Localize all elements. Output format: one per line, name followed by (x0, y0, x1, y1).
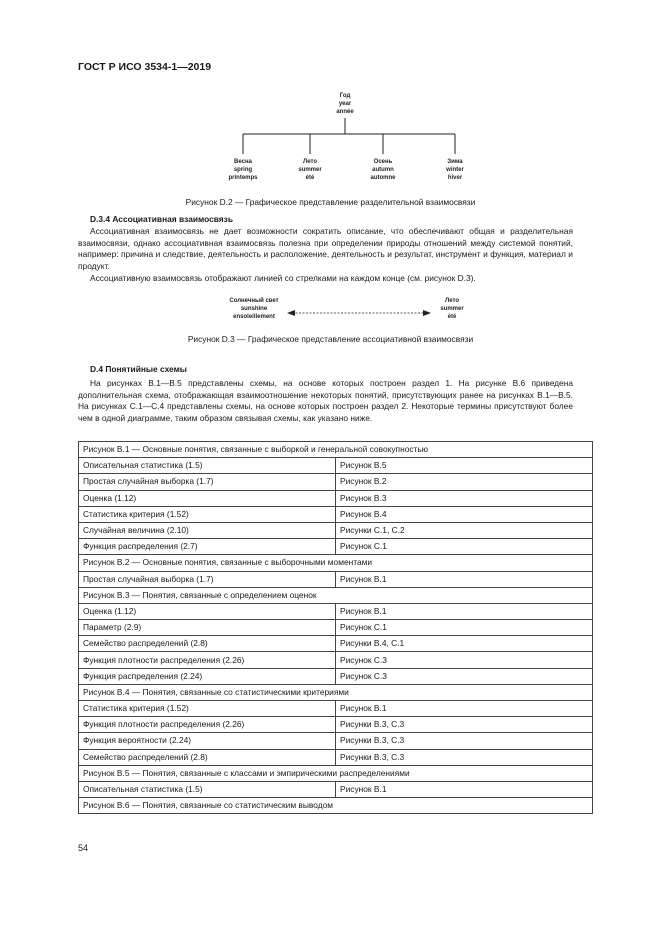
reference-cell: Рисунок C.1 (336, 620, 593, 636)
paragraph: На рисунках B.1—B.5 представлены схемы, на основе которых построен раздел 1. На рисунке B.6 приведена дополнительная схема, отображающая взаимоотношение некоторых понятий, присутствующих ранее на рисунках B.1—B.5. На рисунках C.1—C.4 представлены схемы, на основе которых построен раздел 2. Некоторые термины присутствуют более чем в одной диаграмме, таким образом связывая схемы, как указано ниже. (78, 378, 573, 423)
table-row (79, 474, 593, 490)
assoc-right-node: Лето summer été (440, 298, 464, 320)
tree-leaf-node: Осень autumn automne (370, 159, 396, 181)
table-row (79, 490, 593, 506)
table-row (79, 620, 593, 636)
group-title-cell: Рисунок B.5 — Понятия, связанные с классами и эмпирическими распределениями (79, 765, 593, 781)
double-arrow-icon (0, 0, 661, 330)
table-row (79, 701, 593, 717)
paragraph: Ассоциативная взаимосвязь не дает возможности сократить описание, что обеспечивают общая и разделительная взаимосвязи, однако ассоциативная взаимосвязь полезна при определении природы отношений между системой понятий, например: причина и следствие, деятельность и расположение, деятельность и результат, инструмент и функция, материал и продукт. (78, 226, 573, 271)
group-title-cell: Рисунок B.3 — Понятия, связанные с определением оценок (79, 587, 593, 603)
reference-cell: Рисунки C.1, C.2 (336, 522, 593, 538)
reference-cell: Рисунок B.4 (336, 506, 593, 522)
table-row (79, 717, 593, 733)
group-title-cell: Рисунок B.2 — Основные понятия, связанные с выборочными моментами (79, 555, 593, 571)
reference-cell: Рисунки B.3, C.3 (336, 733, 593, 749)
term-cell: Функция плотности распределения (2.26) (79, 652, 336, 668)
reference-cell: Рисунки B.3, C.3 (336, 717, 593, 733)
reference-cell: Рисунок C.3 (336, 652, 593, 668)
table-row (79, 603, 593, 619)
table-row (79, 571, 593, 587)
figure-caption: Рисунок D.2 — Графическое представление разделительной взаимосвязи (185, 197, 476, 207)
group-title-cell: Рисунок B.4 — Понятия, связанные со статистическими критериями (79, 684, 593, 700)
term-cell: Простая случайная выборка (1.7) (79, 571, 336, 587)
term-cell: Семейство распределений (2.8) (79, 749, 336, 765)
reference-cell: Рисунок B.1 (336, 571, 593, 587)
table-row (79, 458, 593, 474)
reference-cell: Рисунок B.2 (336, 474, 593, 490)
term-cell: Параметр (2.9) (79, 620, 336, 636)
section-heading: D.4 Понятийные схемы (90, 364, 187, 374)
reference-cell: Рисунок B.1 (336, 603, 593, 619)
document-header: ГОСТ Р ИСО 3534-1—2019 (78, 61, 212, 73)
term-cell: Функция вероятности (2.24) (79, 733, 336, 749)
term-cell: Простая случайная выборка (1.7) (79, 474, 336, 490)
table-group-row (79, 555, 593, 571)
section-heading: D.3.4 Ассоциативная взаимосвязь (90, 214, 233, 224)
tree-leaf-node: Зима winter hiver (446, 159, 464, 181)
tree-leaf-node: Весна spring printemps (228, 159, 258, 181)
table-group-row (79, 684, 593, 700)
table-row (79, 522, 593, 538)
table-row (79, 506, 593, 522)
reference-cell: Рисунок B.1 (336, 781, 593, 797)
term-cell: Описательная статистика (1.5) (79, 458, 336, 474)
reference-cell: Рисунок C.1 (336, 539, 593, 555)
paragraph: Ассоциативную взаимосвязь отображают линией со стрелками на каждом конце (см. рисунок D.3). (90, 273, 476, 283)
page-number: 54 (78, 843, 89, 853)
figure-caption: Рисунок D.3 — Графическое представление ассоциативной взаимосвязи (187, 334, 474, 344)
table-row (79, 749, 593, 765)
term-cell: Статистика критерия (1.52) (79, 506, 336, 522)
term-cell: Семейство распределений (2.8) (79, 636, 336, 652)
term-cell: Статистика критерия (1.52) (79, 701, 336, 717)
assoc-left-node: Солнечный свет sunshine ensoleillement (229, 298, 279, 320)
reference-cell: Рисунки B.3, C.3 (336, 749, 593, 765)
reference-cell: Рисунок B.1 (336, 701, 593, 717)
term-cell: Функция плотности распределения (2.26) (79, 717, 336, 733)
reference-cell: Рисунок B.5 (336, 458, 593, 474)
term-cell: Случайная величина (2.10) (79, 522, 336, 538)
table-row (79, 652, 593, 668)
reference-cell: Рисунок B.3 (336, 490, 593, 506)
table-row (79, 668, 593, 684)
term-cell: Функция распределения (2.24) (79, 668, 336, 684)
group-title-cell: Рисунок B.1 — Основные понятия, связанные с выборкой и генеральной совокупностью (79, 442, 593, 458)
table-row (79, 781, 593, 797)
term-cell: Функция распределения (2.7) (79, 539, 336, 555)
term-cell: Оценка (1.12) (79, 490, 336, 506)
table-group-row (79, 442, 593, 458)
reference-cell: Рисунок C.3 (336, 668, 593, 684)
reference-cell: Рисунки B.4, C.1 (336, 636, 593, 652)
table-row (79, 733, 593, 749)
group-title-cell: Рисунок B.6 — Понятия, связанные со статистическим выводом (79, 798, 593, 814)
table-row (79, 539, 593, 555)
table-group-row (79, 587, 593, 603)
term-cell: Оценка (1.12) (79, 603, 336, 619)
tree-root-node: Год year année (336, 93, 354, 115)
table-row (79, 636, 593, 652)
table-group-row (79, 798, 593, 814)
table-group-row (79, 765, 593, 781)
term-cell: Описательная статистика (1.5) (79, 781, 336, 797)
cross-reference-table (78, 441, 593, 814)
tree-leaf-node: Лето summer été (298, 159, 322, 181)
